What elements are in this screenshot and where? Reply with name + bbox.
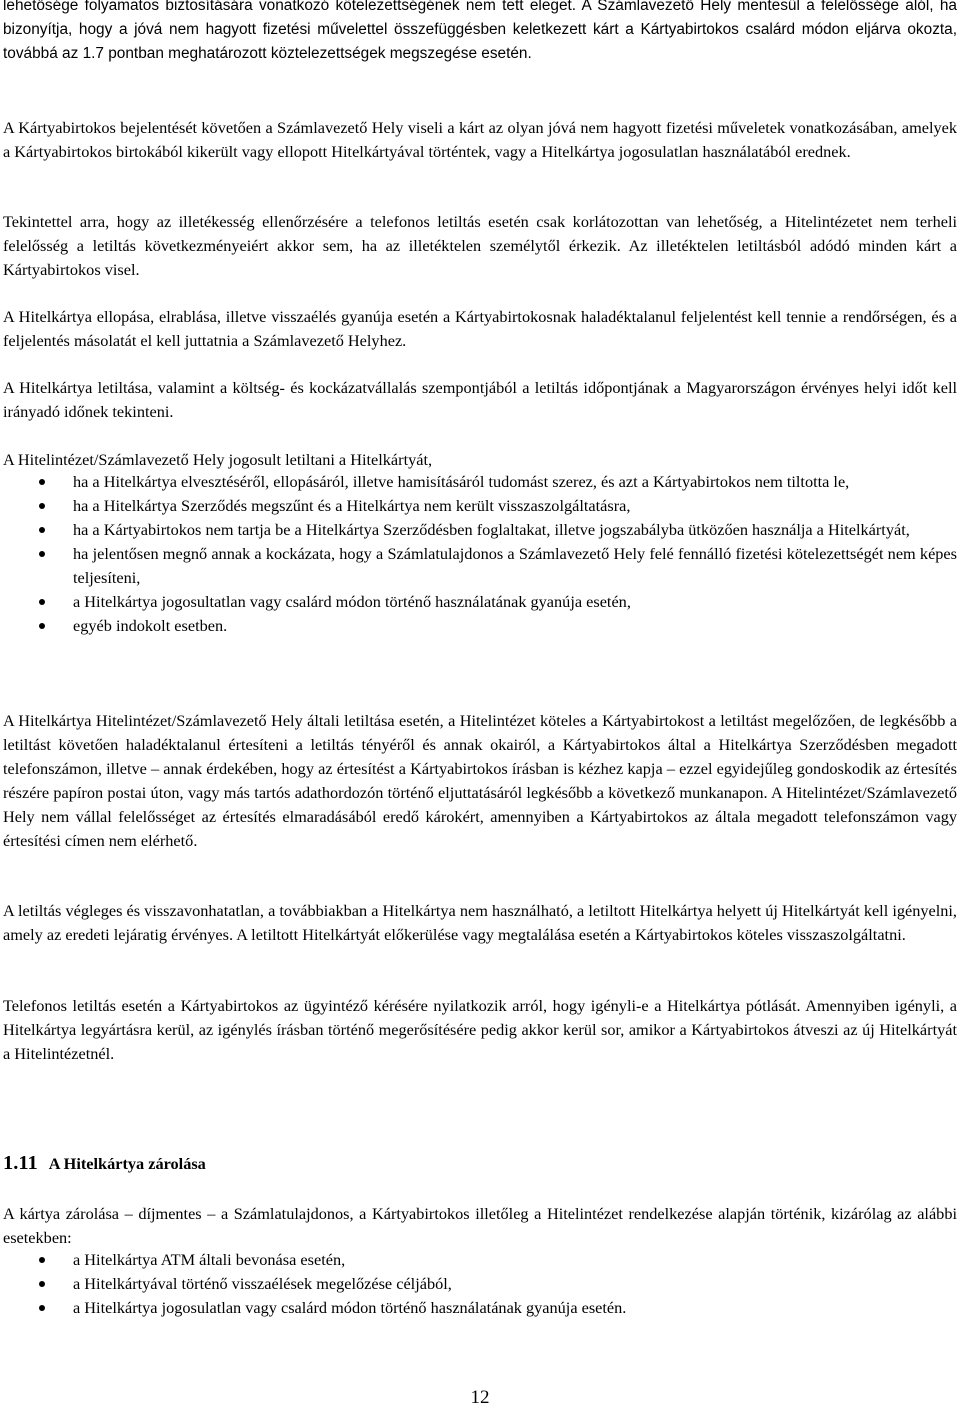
list-item bbox=[3, 614, 957, 638]
bullet-icon bbox=[39, 479, 45, 485]
bullet-icon bbox=[39, 503, 45, 509]
list-item-text: a Hitelkártya jogosulatlan vagy csalárd módon történő használatának gyanúja esetén. bbox=[73, 1298, 627, 1317]
paragraph: A Hitelkártya letiltása, valamint a költség- és kockázatvállalás szempontjából a letiltás időpontjának a Magyarországon érvényes helyi időt kell irányadó időnek tekinteni. bbox=[3, 378, 957, 421]
paragraph: A Hitelintézet/Számlavezető Hely jogosult letiltani a Hitelkártyát, bbox=[3, 450, 433, 469]
bullet-icon bbox=[39, 527, 45, 533]
section-number: 1.11 bbox=[3, 1152, 38, 1174]
list-item-text: ha a Hitelkártya Szerződés megszűnt és a Hitelkártya nem került visszaszolgáltatásra, bbox=[73, 496, 631, 515]
list-item bbox=[3, 1296, 957, 1320]
list-item bbox=[3, 590, 957, 614]
paragraph: A kártya zárolása – díjmentes – a Számlatulajdonos, a Kártyabirtokos illetőleg a Hitelintézet rendelkezése alapján történik, kizárólag az alábbi esetekben: bbox=[3, 1204, 957, 1247]
intro-paragraph: lehetősége folyamatos biztosítására vonatkozó kötelezettségének nem tett eleget. A Számlavezető Hely mentesül a felelőssége alól, ha bizonyítja, hogy a jóvá nem hagyott fizetési művelettel összefüggésben keletkezett kárt a Kártyabirtokos csalárd módon eljárva okozta, továbbá az 1.7 pontban meghatározott köztelezettségek megszegése esetén. bbox=[3, 0, 957, 62]
bullet-icon bbox=[39, 623, 45, 629]
paragraph: Telefonos letiltás esetén a Kártyabirtokos az ügyintéző kérésére nyilatkozik arról, hogy igényli-e a Hitelkártya pótlását. Amennyiben igényli, a Hitelkártya legyártásra kerül, az igénylés írásban történő megerősítésére pedig akkor kerül sor, amikor a Kártyabirtokos átveszi az új Hitelkártyát a Hitelintézetnél. bbox=[3, 996, 957, 1063]
list-item bbox=[3, 470, 957, 494]
section-heading bbox=[3, 1152, 957, 1175]
bullet-icon bbox=[39, 1281, 45, 1287]
list-item bbox=[3, 542, 957, 590]
bullet-icon bbox=[39, 551, 45, 557]
list-item bbox=[3, 1248, 957, 1272]
list-item-text: egyéb indokolt esetben. bbox=[73, 616, 228, 635]
paragraph: A Hitelkártya Hitelintézet/Számlavezető Hely általi letiltása esetén, a Hitelintézet köteles a Kártyabirtokost a letiltást megelőzően, de legkésőbb a letiltást követően haladéktalanul értesíteni a letiltás tényéről és annak okairól, a Kártyabirtokos által a Hitelkártya Szerződésben megadott telefonszámon, illetve – annak érdekében, hogy az értesítést a Kártyabirtokos írásban is kézhez kapja – ezzel egyidejűleg gondoskodik az értesítés részére papíron postai úton, vagy más tartós adathordozón történő eljuttatásáról legkésőbb a következő munkanapon. A Hitelintézet/Számlavezető Hely nem vállal felelősséget az értesítés elmaradásából eredő károkért, amennyiben a Kártyabirtokos az általa megadott telefonszámon vagy értesítési címen nem elérhető. bbox=[3, 711, 957, 850]
paragraph: A Hitelkártya ellopása, elrablása, illetve visszaélés gyanúja esetén a Kártyabirtokosnak haladéktalanul feljelentést kell tennie a rendőrségen, és a feljelentés másolatát el kell juttatnia a Számlavezető Helyhez. bbox=[3, 307, 957, 350]
list-item-text: ha a Hitelkártya elvesztéséről, ellopásáról, illetve hamisításáról tudomást szerez, és azt a Kártyabirtokos nem tiltotta le, bbox=[73, 472, 850, 491]
list-item-text: a Hitelkártyával történő visszaélések megelőzése céljából, bbox=[73, 1274, 452, 1293]
list-item bbox=[3, 1272, 957, 1296]
list-item-text: a Hitelkártya jogosultatlan vagy csalárd módon történő használatának gyanúja esetén, bbox=[73, 592, 631, 611]
bullet-icon bbox=[39, 1257, 45, 1263]
paragraph: A letiltás végleges és visszavonhatatlan, a továbbiakban a Hitelkártya nem használható, a letiltott Hitelkártya helyett új Hitelkártyát kell igényelni, amely az eredeti lejáratig érvényes. A letiltott Hitelkártyát előkerülése vagy megtalálása esetén a Kártyabirtokos köteles visszaszolgáltatni. bbox=[3, 901, 957, 944]
paragraph: Tekintettel arra, hogy az illetékesség ellenőrzésére a telefonos letiltás esetén csak korlátozottan van lehetőség, a Hitelintézetet nem terheli felelősség a letiltás következményeiért akkor sem, ha az illetéktelen személytől érkezik. Az illetéktelen letiltásból adódó minden kárt a Kártyabirtokos visel. bbox=[3, 212, 957, 279]
list-item-text: a Hitelkártya ATM általi bevonása esetén, bbox=[73, 1250, 346, 1269]
list-item-text: ha jelentősen megnő annak a kockázata, hogy a Számlatulajdonos a Számlavezető Hely felé fennálló fizetési kötelezettségét nem képes teljesíteni, bbox=[73, 544, 957, 587]
list-item-text: ha a Kártyabirtokos nem tartja be a Hitelkártya Szerződésben foglaltakat, illetve jogszabályba ütközően használja a Hitelkártyát, bbox=[73, 520, 910, 539]
locking-cases-list bbox=[3, 1248, 957, 1320]
paragraph: A Kártyabirtokos bejelentését követően a Számlavezető Hely viseli a kárt az olyan jóvá nem hagyott fizetési műveletek vonatkozásában, amelyek a Kártyabirtokos birtokából kikerült vagy ellopott Hitelkártyával történtek, vagy a Hitelkártya jogosulatlan használatából erednek. bbox=[3, 118, 957, 161]
list-item bbox=[3, 494, 957, 518]
blocking-reasons-list bbox=[3, 470, 957, 638]
bullet-icon bbox=[39, 599, 45, 605]
list-item bbox=[3, 518, 957, 542]
section-title: A Hitelkártya zárolása bbox=[48, 1154, 206, 1173]
bullet-icon bbox=[39, 1305, 45, 1311]
page-number: 12 bbox=[470, 1387, 490, 1408]
